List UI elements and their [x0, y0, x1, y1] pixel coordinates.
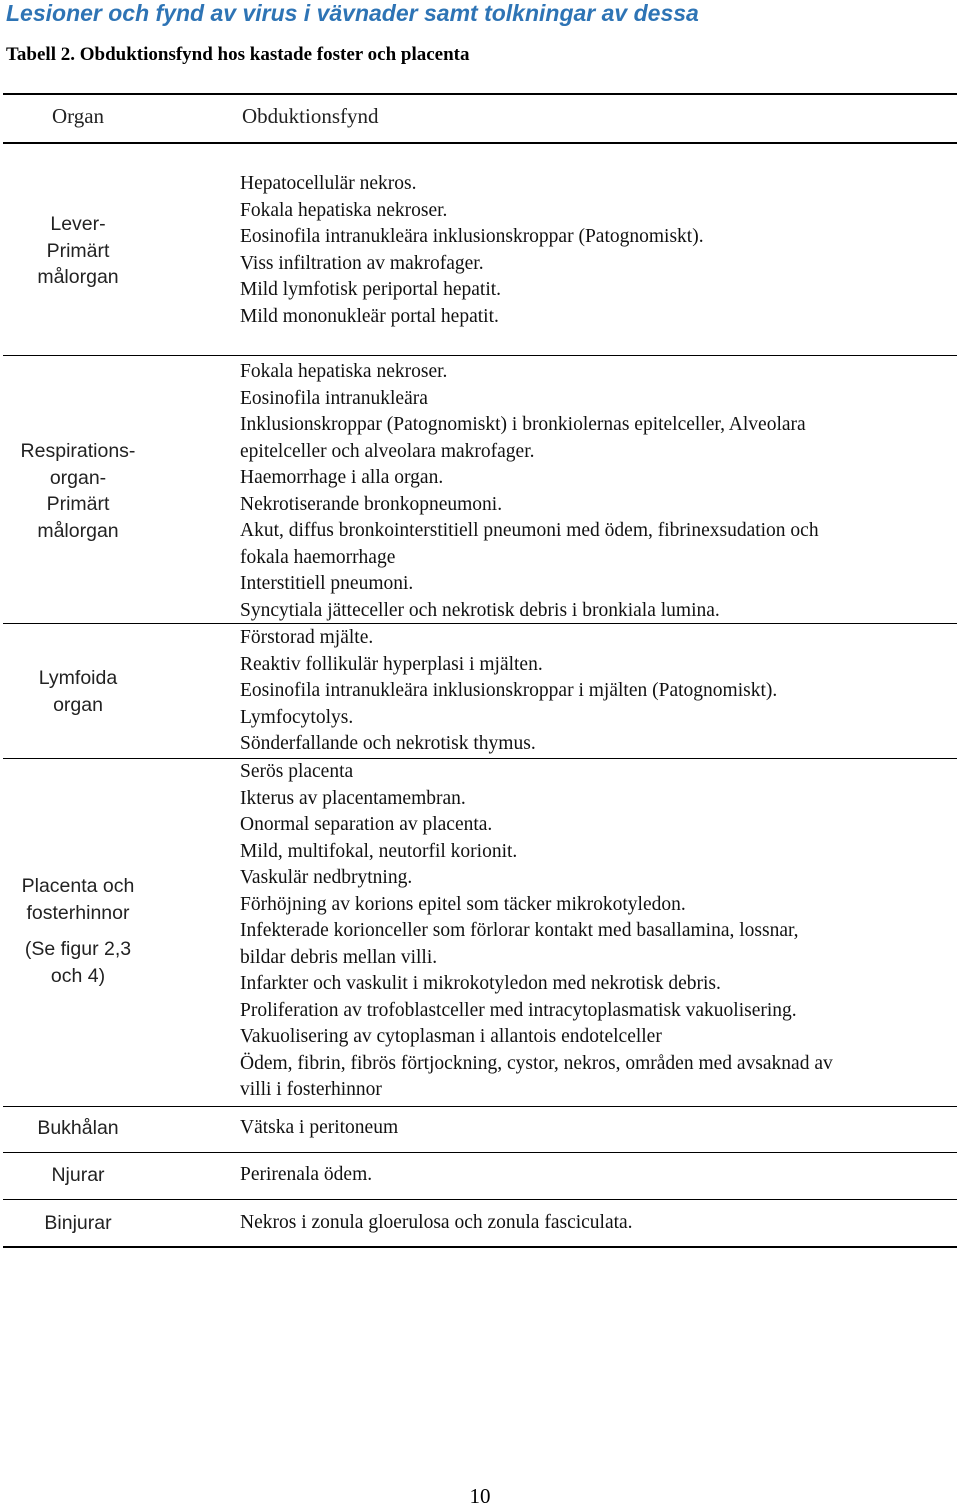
organ-cell: Binjurar: [44, 1212, 112, 1234]
row-divider: [3, 623, 957, 624]
row-divider: [3, 1106, 957, 1107]
table-caption: Tabell 2. Obduktionsfynd hos kastade foster och placenta: [6, 44, 470, 65]
organ-cell: Lever- Primärt målorgan: [37, 213, 119, 288]
findings-cell: Fokala hepatiska nekroser. Eosinofila intranukleära Inklusionskroppar (Patognomiskt) i bronkiolernas epitelceller, Alveolara epitelceller och alveolara makrofager. Haemorrhage i alla organ. Nekrotiserande bronkopneumoni. Akut, diffus bronkointerstitiell pneumoni med ödem, fibrinexsudation och fokala haemorrhage Interstitiell pneumoni. Syncytiala jätteceller och nekrotisk debris i bronkiala lumina.: [240, 361, 819, 621]
findings-cell: Nekros i zonula gloerulosa och zonula fasciculata.: [240, 1212, 633, 1233]
page-number: 10: [469, 1484, 491, 1508]
row-divider: [3, 1199, 957, 1200]
findings-cell: Serös placenta Ikterus av placentamembran. Onormal separation av placenta. Mild, multifokal, neutorfil korionit. Vaskulär nedbrytning. Förhöjning av korions epitel som täcker mikrokotyledon. Infekterade korionceller som förlorar kontakt med basallamina, lossnar, bildar debris mellan villi. Infarkter och vaskulit i mikrokotyledon med nekrotisk debris. Proliferation av trofoblastceller med intracytoplasmatisk vakuolisering. Vakuolisering av cytoplasman i allantois endotelceller Ödem, fibrin, fibrös förtjockning, cystor, nekros, områden med avsaknad av villi i fosterhinnor: [240, 761, 833, 1100]
row-divider: [3, 355, 957, 356]
row-divider: [3, 1152, 957, 1153]
organ-cell: Respirations- organ- Primärt målorgan: [20, 440, 136, 542]
column-header-organ: Organ: [51, 104, 105, 128]
header-divider: [3, 142, 957, 144]
findings-cell: Förstorad mjälte. Reaktiv follikulär hyperplasi i mjälten. Eosinofila intranukleära inklusionskroppar i mjälten (Patognomiskt). Lymfocytolys. Sönderfallande och nekrotisk thymus.: [240, 627, 778, 754]
organ-cell: Njurar: [51, 1164, 105, 1186]
table-top-border: [3, 93, 957, 95]
organ-cell: Placenta och fosterhinnor (Se figur 2,3 och 4): [21, 875, 135, 987]
findings-cell: Hepatocellulär nekros. Fokala hepatiska nekroser. Eosinofila intranukleära inklusionskroppar (Patognomiskt). Viss infiltration av makrofager. Mild lymfotisk periportal hepatit. Mild mononukleär portal hepatit.: [240, 173, 704, 327]
table-bottom-border: [3, 1246, 957, 1248]
organ-cell: Lymfoida organ: [38, 667, 118, 716]
findings-cell: Perirenala ödem.: [240, 1164, 373, 1185]
column-header-findings: Obduktionsfynd: [242, 104, 379, 128]
findings-cell: Vätska i peritoneum: [240, 1117, 399, 1138]
section-title: Lesioner och fynd av virus i vävnader samt tolkningar av dessa: [6, 0, 699, 26]
organ-cell: Bukhålan: [37, 1117, 119, 1139]
